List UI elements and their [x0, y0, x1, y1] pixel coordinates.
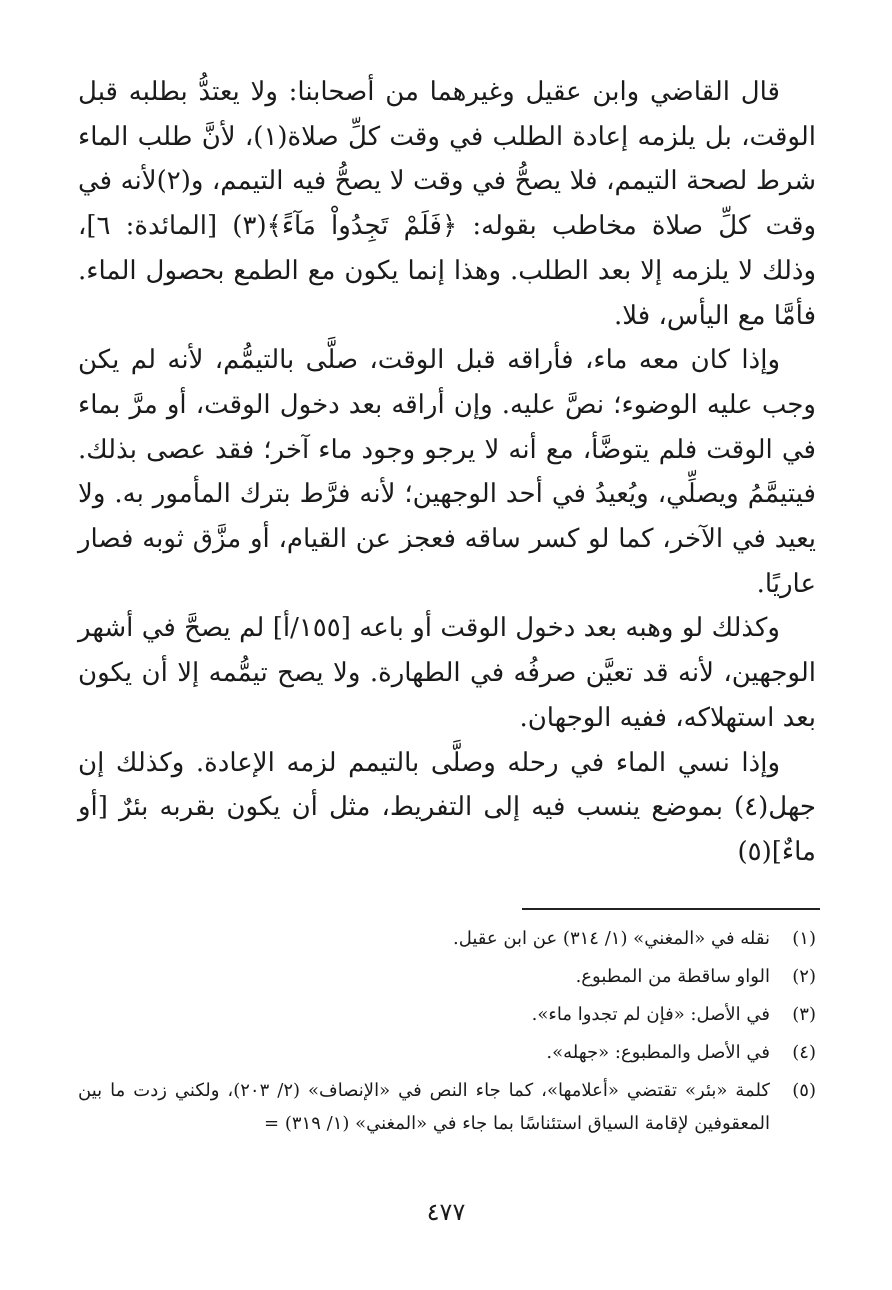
footnote-4 — [78, 1036, 816, 1069]
footnote-3 — [78, 998, 816, 1031]
footnote-text: في الأصل: «فإن لم تجدوا ماء». — [531, 1004, 770, 1025]
paragraph-3: وكذلك لو وهبه بعد دخول الوقت أو باعه [١٥٥/أ] لم يصحَّ في أشهر الوجهين، لأنه قد تعيَّن صرفُه في الطهارة. ولا يصح تيمُّمه إلا أن يكون بعد استهلاكه، ففيه الوجهان. — [78, 613, 816, 733]
main-text — [78, 70, 816, 875]
paragraph-2: وإذا كان معه ماء، فأراقه قبل الوقت، صلَّى بالتيمُّم، لأنه لم يكن وجب عليه الوضوء؛ نصَّ عليه. وإن أراقه بعد دخول الوقت، أو مرَّ بماء في الوقت فلم يتوضَّأ، مع أنه لا يرجو وجود ماء آخر؛ فقد عصى بذلك. فيتيمَّمُ ويصلِّي، ويُعيدُ في أحد الوجهين؛ لأنه فرَّط بترك المأمور به. ولا يعيد في الآخر، كما لو كسر ساقه فعجز عن القيام، أو مزَّق ثوبه فصار عاريًا. — [78, 345, 816, 599]
page-number: ٤٧٧ — [426, 1198, 466, 1226]
footnote-number: (٤) — [792, 1042, 816, 1063]
footnote-separator — [522, 908, 820, 910]
footnote-text: الواو ساقطة من المطبوع. — [575, 966, 770, 987]
footnote-5 — [78, 1074, 816, 1140]
footnote-text: كلمة «بئر» تقتضي «أعلامها»، كما جاء النص في «الإنصاف» (٢/ ٢٠٣)، ولكني زدت ما بين المعقوفين لإقامة السياق استئناسًا بما جاء في «المغني» (١/ ٣١٩) = — [78, 1080, 770, 1134]
footnote-2 — [78, 960, 816, 993]
footnote-text: في الأصل والمطبوع: «جهله». — [546, 1042, 770, 1063]
footnote-number: (٥) — [792, 1080, 816, 1101]
footnotes-list — [78, 922, 816, 1145]
footnote-number: (٢) — [792, 966, 816, 987]
paragraph-4: وإذا نسي الماء في رحله وصلَّى بالتيمم لزمه الإعادة. وكذلك إن جهل(٤) بموضع ينسب فيه إلى التفريط، مثل أن يكون بقربه بئرٌ [أو ماءٌ](٥) — [78, 747, 816, 867]
footnote-number: (٣) — [792, 1004, 816, 1025]
footnote-1 — [78, 922, 816, 955]
footnote-text: نقله في «المغني» (١/ ٣١٤) عن ابن عقيل. — [452, 928, 770, 949]
paragraph-1: قال القاضي وابن عقيل وغيرهما من أصحابنا: ولا يعتدُّ بطلبه قبل الوقت، بل يلزمه إعادة الطلب في وقت كلِّ صلاة(١)، لأنَّ طلب الماء شرط لصحة التيمم، فلا يصحُّ في وقت لا يصحُّ فيه التيمم، و(٢)لأنه في وقت كلِّ صلاة مخاطب بقوله: ﴿فَلَمْ تَجِدُواْ مَآءً﴾(٣) [المائدة: ٦]، وذلك لا يلزمه إلا بعد الطلب. وهذا إنما يكون مع الطمع بحصول الماء. فأمَّا مع اليأس، فلا. — [78, 77, 817, 331]
footnote-number: (١) — [792, 928, 816, 949]
